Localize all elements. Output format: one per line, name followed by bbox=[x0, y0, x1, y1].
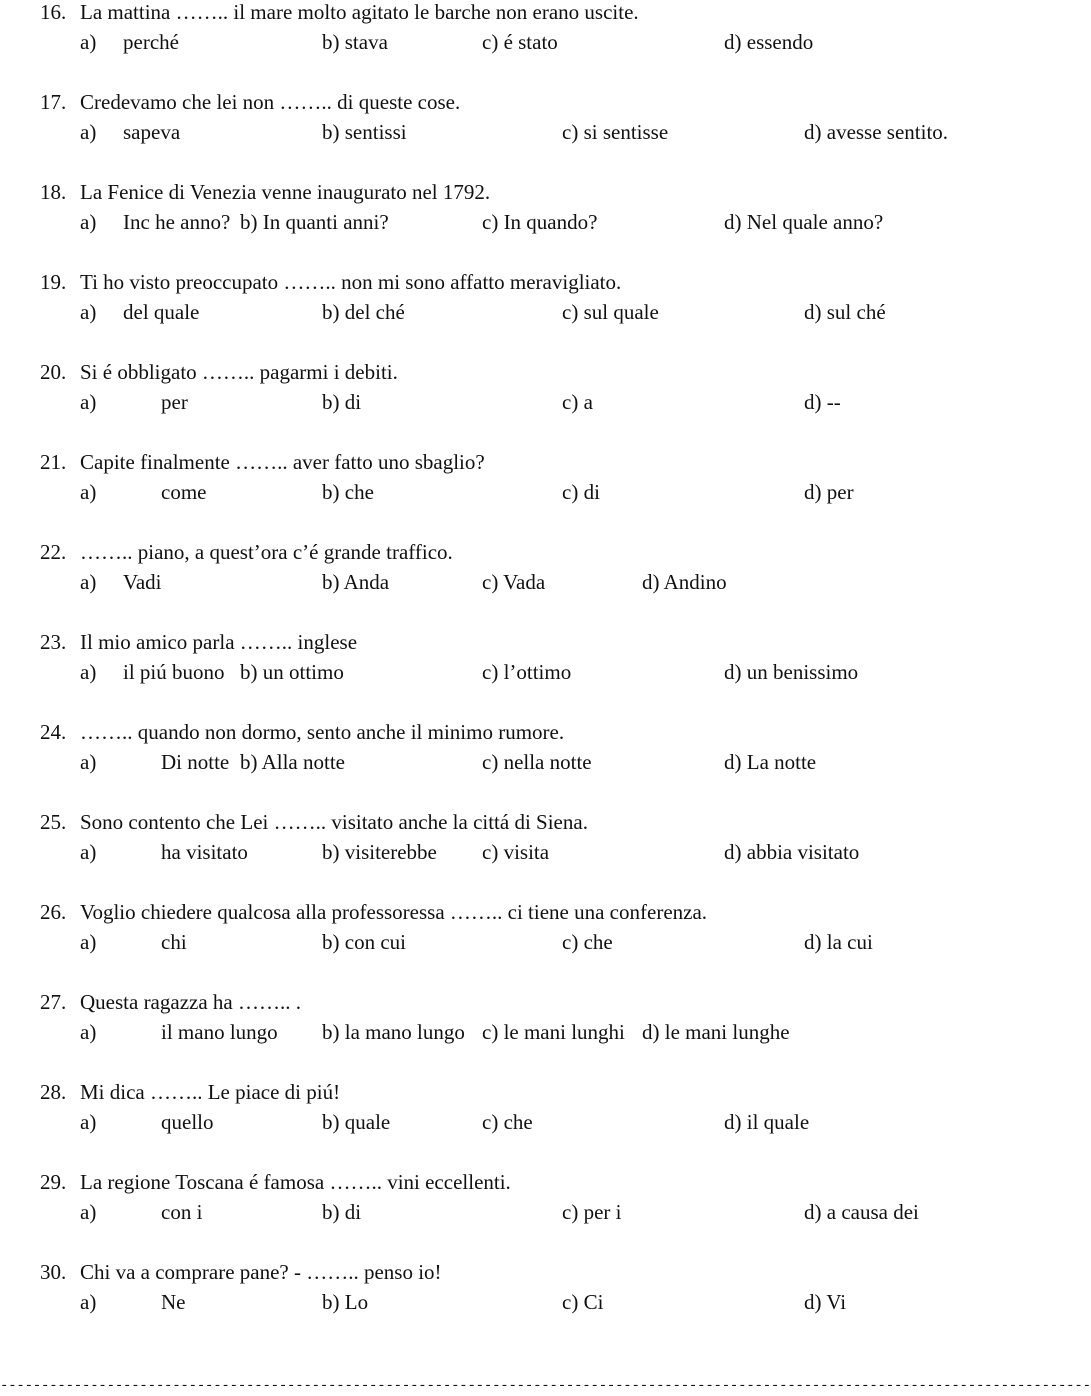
question-number: 25. bbox=[40, 810, 67, 834]
question-stem: Si é obbligato …….. pagarmi i debiti. bbox=[80, 360, 398, 384]
question-stem: Mi dica …….. Le piace di piú! bbox=[80, 1080, 341, 1104]
answer-option[interactable]: d) essendo bbox=[724, 30, 814, 54]
option-label: a) bbox=[80, 570, 97, 594]
answer-option[interactable]: perché bbox=[123, 30, 179, 54]
question-number: 18. bbox=[40, 180, 67, 204]
question-28 bbox=[0, 1080, 960, 1140]
answer-option[interactable]: d) un benissimo bbox=[724, 660, 859, 684]
option-label: a) bbox=[80, 660, 97, 684]
answer-option[interactable]: b) con cui bbox=[322, 930, 406, 954]
answer-option[interactable]: d) Andino bbox=[642, 570, 727, 594]
question-stem: Questa ragazza ha …….. . bbox=[80, 990, 301, 1014]
question-number: 20. bbox=[40, 360, 67, 384]
answer-option[interactable]: d) Vi bbox=[804, 1290, 847, 1314]
question-number: 23. bbox=[40, 630, 67, 654]
option-label: a) bbox=[80, 210, 97, 234]
question-number: 30. bbox=[40, 1260, 67, 1284]
question-23 bbox=[0, 630, 960, 690]
question-stem: …….. piano, a quest’ora c’é grande traffico. bbox=[80, 540, 453, 564]
answer-option[interactable]: c) le mani lunghi bbox=[482, 1020, 625, 1044]
answer-option[interactable]: c) l’ottimo bbox=[482, 660, 572, 684]
answer-option[interactable]: del quale bbox=[123, 300, 200, 324]
answer-option[interactable]: c) Vada bbox=[482, 570, 546, 594]
answer-option[interactable]: quello bbox=[161, 1110, 214, 1134]
question-stem: Ti ho visto preoccupato …….. non mi sono affatto meravigliato. bbox=[80, 270, 622, 294]
question-27 bbox=[0, 990, 960, 1050]
answer-option[interactable]: b) del ché bbox=[322, 300, 405, 324]
question-22 bbox=[0, 540, 960, 600]
question-26 bbox=[0, 900, 960, 960]
answer-option[interactable]: b) In quanti anni? bbox=[240, 210, 389, 234]
answer-option[interactable]: c) In quando? bbox=[482, 210, 598, 234]
answer-option[interactable]: d) sul ché bbox=[804, 300, 886, 324]
question-stem: La regione Toscana é famosa …….. vini eccellenti. bbox=[80, 1170, 511, 1194]
answer-option[interactable]: d) La notte bbox=[724, 750, 817, 774]
answer-option[interactable]: c) che bbox=[482, 1110, 533, 1134]
option-label: a) bbox=[80, 30, 97, 54]
question-21 bbox=[0, 450, 960, 510]
answer-option[interactable]: d) abbia visitato bbox=[724, 840, 860, 864]
answer-option[interactable]: b) Alla notte bbox=[240, 750, 345, 774]
answer-option[interactable]: d) Nel quale anno? bbox=[724, 210, 884, 234]
answer-option[interactable]: d) la cui bbox=[804, 930, 873, 954]
question-number: 19. bbox=[40, 270, 67, 294]
question-number: 21. bbox=[40, 450, 67, 474]
answer-option[interactable]: c) Ci bbox=[562, 1290, 604, 1314]
question-stem: Sono contento che Lei …….. visitato anche la cittá di Siena. bbox=[80, 810, 588, 834]
option-label: a) bbox=[80, 300, 97, 324]
question-18 bbox=[0, 180, 960, 240]
answer-option[interactable]: d) avesse sentito. bbox=[804, 120, 949, 144]
question-16 bbox=[0, 0, 960, 60]
answer-option[interactable]: c) per i bbox=[562, 1200, 622, 1224]
answer-option[interactable]: b) stava bbox=[322, 30, 388, 54]
option-label: a) bbox=[80, 930, 97, 954]
answer-option[interactable]: b) Anda bbox=[322, 570, 390, 594]
question-stem: Voglio chiedere qualcosa alla professoressa …….. ci tiene una conferenza. bbox=[80, 900, 708, 924]
question-number: 16. bbox=[40, 0, 67, 24]
question-30 bbox=[0, 1260, 960, 1320]
answer-option[interactable]: d) per bbox=[804, 480, 854, 504]
question-stem: Capite finalmente …….. aver fatto uno sbaglio? bbox=[80, 450, 485, 474]
answer-option[interactable]: c) é stato bbox=[482, 30, 558, 54]
question-17 bbox=[0, 90, 960, 150]
question-stem: Chi va a comprare pane? - …….. penso io! bbox=[80, 1260, 442, 1284]
answer-option[interactable]: ha visitato bbox=[161, 840, 248, 864]
answer-option[interactable]: d) a causa dei bbox=[804, 1200, 919, 1224]
answer-option[interactable]: Ne bbox=[161, 1290, 186, 1314]
answer-option[interactable]: con i bbox=[161, 1200, 203, 1224]
answer-option[interactable]: b) che bbox=[322, 480, 374, 504]
question-stem: Credevamo che lei non …….. di queste cose. bbox=[80, 90, 461, 114]
answer-option[interactable]: b) di bbox=[322, 390, 362, 414]
answer-option[interactable]: per bbox=[161, 390, 188, 414]
option-label: a) bbox=[80, 1290, 97, 1314]
answer-option[interactable]: c) visita bbox=[482, 840, 550, 864]
question-29 bbox=[0, 1170, 960, 1230]
answer-option[interactable]: d) il quale bbox=[724, 1110, 810, 1134]
question-number: 27. bbox=[40, 990, 67, 1014]
question-number: 24. bbox=[40, 720, 67, 744]
option-label: a) bbox=[80, 1020, 97, 1044]
question-stem: Il mio amico parla …….. inglese bbox=[80, 630, 358, 654]
question-number: 17. bbox=[40, 90, 67, 114]
option-label: a) bbox=[80, 480, 97, 504]
option-label: a) bbox=[80, 390, 97, 414]
option-label: a) bbox=[80, 1110, 97, 1134]
answer-option[interactable]: b) Lo bbox=[322, 1290, 369, 1314]
answer-option[interactable]: b) un ottimo bbox=[240, 660, 344, 684]
answer-option[interactable]: c) di bbox=[562, 480, 600, 504]
answer-option[interactable]: c) che bbox=[562, 930, 613, 954]
answer-option[interactable]: c) sul quale bbox=[562, 300, 659, 324]
question-stem: …….. quando non dormo, sento anche il minimo rumore. bbox=[80, 720, 565, 744]
question-19 bbox=[0, 270, 960, 330]
question-stem: La mattina …….. il mare molto agitato le barche non erano uscite. bbox=[80, 0, 639, 24]
question-20 bbox=[0, 360, 960, 420]
answer-option[interactable]: c) si sentisse bbox=[562, 120, 669, 144]
answer-option[interactable]: Di notte bbox=[161, 750, 230, 774]
answer-option[interactable]: b) quale bbox=[322, 1110, 391, 1134]
question-number: 22. bbox=[40, 540, 67, 564]
answer-option[interactable]: b) sentissi bbox=[322, 120, 407, 144]
answer-option[interactable]: chi bbox=[161, 930, 187, 954]
footer-dashed-rule: ------------------------------------------------------------------------------------------------------------------------------------- bbox=[0, 1378, 1091, 1394]
option-label: a) bbox=[80, 750, 97, 774]
answer-option[interactable]: c) a bbox=[562, 390, 593, 414]
option-label: a) bbox=[80, 1200, 97, 1224]
question-24 bbox=[0, 720, 960, 780]
answer-option[interactable]: d) -- bbox=[804, 390, 841, 414]
answer-option[interactable]: come bbox=[161, 480, 207, 504]
question-number: 29. bbox=[40, 1170, 67, 1194]
answer-option[interactable]: b) visiterebbe bbox=[322, 840, 437, 864]
answer-option[interactable]: il piú buono bbox=[123, 660, 225, 684]
option-label: a) bbox=[80, 120, 97, 144]
question-number: 26. bbox=[40, 900, 67, 924]
answer-option[interactable]: b) la mano lungo bbox=[322, 1020, 465, 1044]
question-stem: La Fenice di Venezia venne inaugurato nel 1792. bbox=[80, 180, 491, 204]
answer-option[interactable]: il mano lungo bbox=[161, 1020, 278, 1044]
answer-option[interactable]: b) di bbox=[322, 1200, 362, 1224]
answer-option[interactable]: c) nella notte bbox=[482, 750, 592, 774]
option-label: a) bbox=[80, 840, 97, 864]
answer-option[interactable]: Vadi bbox=[123, 570, 162, 594]
answer-option[interactable]: Inc he anno? bbox=[123, 210, 231, 234]
answer-option[interactable]: sapeva bbox=[123, 120, 181, 144]
question-number: 28. bbox=[40, 1080, 67, 1104]
question-25 bbox=[0, 810, 960, 870]
answer-option[interactable]: d) le mani lunghe bbox=[642, 1020, 790, 1044]
